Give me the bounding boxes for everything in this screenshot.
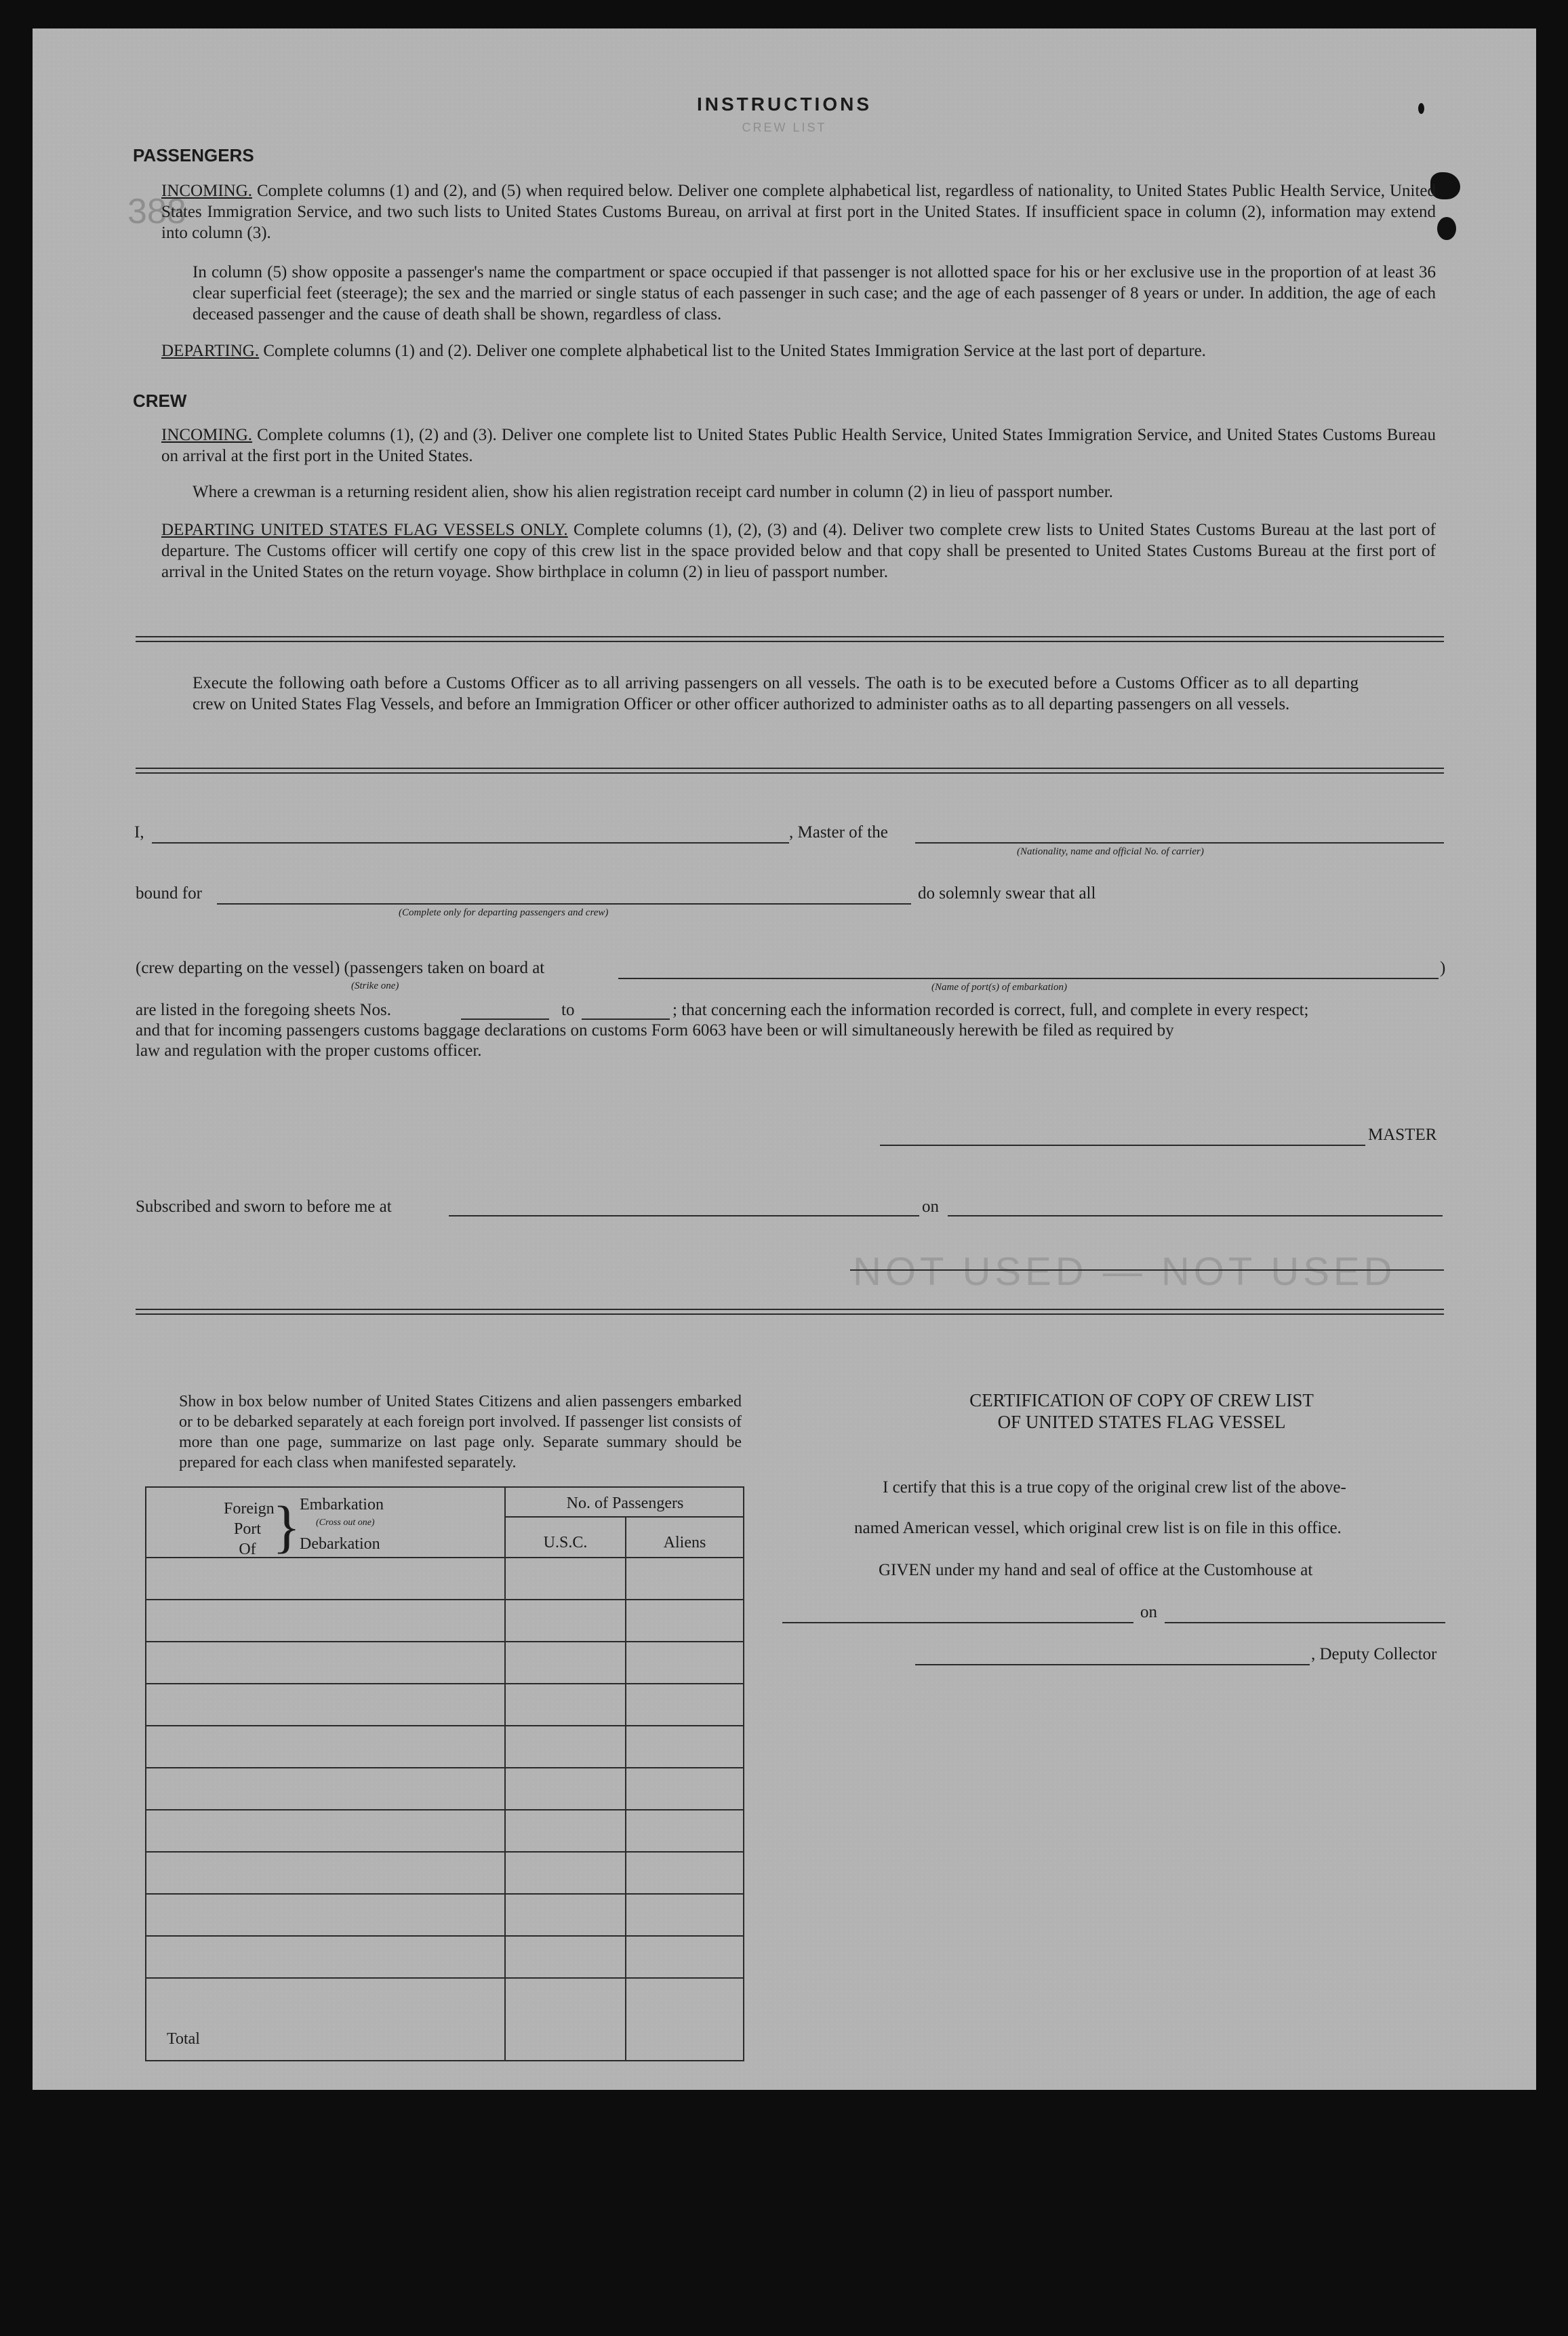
crew-departing-paragraph — [161, 519, 1436, 582]
table-row-divider — [145, 1851, 743, 1853]
certification-text-3: GIVEN under my hand and seal of office at the Customhouse at — [879, 1561, 1313, 1579]
passengers-departing-text: Complete columns (1) and (2). Deliver one complete alphabetical list to the United States Immigration Service at the last port of departure. — [263, 342, 1206, 360]
table-col-divider — [504, 1486, 506, 2060]
customhouse-field[interactable] — [782, 1622, 1133, 1623]
header-debarkation: Debarkation — [300, 1535, 380, 1553]
header-embarkation: Embarkation — [300, 1496, 384, 1513]
crew-incoming-paragraph — [161, 424, 1436, 467]
bound-for-label: bound for — [136, 884, 202, 903]
table-row-divider — [145, 1725, 743, 1726]
table-row-divider — [145, 1977, 743, 1979]
master-signature-field[interactable] — [880, 1145, 1365, 1146]
table-row-divider — [145, 1935, 743, 1937]
ports-note: (Name of port(s) of embarkation) — [931, 982, 1067, 993]
listed-sheets-label: are listed in the foregoing sheets Nos. — [136, 1001, 391, 1019]
header-foreign: Foreign — [224, 1500, 275, 1518]
strike-note: (Strike one) — [351, 981, 399, 991]
certification-title-2: OF UNITED STATES FLAG VESSEL — [997, 1412, 1286, 1432]
section-divider — [136, 768, 1444, 774]
brace-icon: } — [273, 1494, 301, 1559]
deputy-collector-label: , Deputy Collector — [1311, 1645, 1437, 1663]
bound-for-field[interactable] — [217, 903, 911, 905]
listed-baggage-label: and that for incoming passengers customs baggage declarations on customs Form 6063 have been or will simultaneously herewith be filed as required by — [136, 1021, 1174, 1040]
sheet-from-field[interactable] — [461, 1018, 549, 1020]
margin-number: 388 — [127, 192, 186, 231]
master-label: MASTER — [1368, 1126, 1437, 1144]
section-divider — [136, 636, 1444, 642]
table-row-divider — [145, 1809, 743, 1810]
master-name-field[interactable] — [152, 842, 789, 844]
table-row-divider — [145, 1767, 743, 1768]
oath-instruction: Execute the following oath before a Customs Officer as to all arriving passengers on all vessels. The oath is to be executed before a Customs Officer as to all departing crew on United States Flag Vessels, and before an Immigration Officer or other officer authorized to administer oaths as to all departing passengers on all vessels. — [193, 674, 1359, 713]
listed-correct-label: ; that concerning each the information recorded is correct, full, and complete in every respect; — [672, 1001, 1309, 1019]
header-no-passengers: No. of Passengers — [566, 1494, 684, 1512]
carrier-field[interactable] — [915, 842, 1444, 844]
sheet-to-field[interactable] — [582, 1018, 670, 1020]
passengers-departing-lead: DEPARTING. — [161, 342, 260, 360]
summary-instruction: Show in box below number of United States Citizens and alien passengers embarked or to be debarked separately at each foreign port involved. If passenger list consists of more than one page, summarize on last page only. Separate summary should be prepared for each class when manifested separately. — [179, 1393, 742, 1471]
passengers-departing-paragraph — [161, 340, 1436, 361]
summary-total-label: Total — [167, 2030, 200, 2048]
table-row-divider — [145, 1683, 743, 1684]
crew-incoming-lead: INCOMING. — [161, 426, 253, 444]
ports-field[interactable] — [618, 978, 1439, 979]
listed-regulation-label: law and regulation with the proper customs officer. — [136, 1042, 482, 1060]
passengers-heading: PASSENGERS — [133, 145, 254, 165]
header-usc: U.S.C. — [543, 1534, 588, 1551]
certification-date-field[interactable] — [1165, 1622, 1445, 1623]
passengers-incoming-text: Complete columns (1) and (2), and (5) when required below. Deliver one complete alphabetical list, regardless of nationality, to United States Public Health Service, United States Immigration Service, and two such lists to United States Customs Bureau, on arrival at first port in the United States. If insufficient space in column (2), information may extend into column (3). — [161, 182, 1436, 242]
header-aliens: Aliens — [663, 1534, 706, 1551]
table-row-divider — [145, 1599, 743, 1600]
passenger-summary-table — [145, 1486, 744, 2061]
crew-departing-label: (crew departing on the vessel) (passengers taken on board at — [136, 959, 545, 977]
passengers-incoming-lead: INCOMING. — [161, 182, 253, 200]
passengers-column5-paragraph: In column (5) show opposite a passenger's name the compartment or space occupied if that passenger is not allotted space for his or her exclusive use in the proportion of at least 36 clear superficial feet (steerage); the sex and the married or single status of each passenger in such case; and the age of each passenger of 8 years or under. In addition, the age of each deceased passenger and the cause of death shall be shown, regardless of class. — [193, 263, 1436, 323]
certification-text-1: I certify that this is a true copy of the original crew list of the above- — [883, 1478, 1346, 1497]
sworn-place-field[interactable] — [449, 1215, 919, 1216]
section-divider — [136, 1309, 1444, 1315]
crew-incoming-text: Complete columns (1), (2) and (3). Deliver one complete list to United States Public Health Service, United States Immigration Service, and United States Customs Bureau on arrival at the first port in the United States. — [161, 426, 1436, 465]
header-port: Port — [233, 1520, 261, 1538]
passengers-incoming-paragraph — [161, 180, 1436, 243]
certification-on-label: on — [1140, 1603, 1157, 1621]
page-title: INSTRUCTIONS — [697, 94, 872, 115]
subscribed-label: Subscribed and sworn to before me at — [136, 1197, 392, 1216]
deputy-signature-field[interactable] — [915, 1664, 1310, 1665]
table-row-divider — [145, 1893, 743, 1895]
carrier-note: (Nationality, name and official No. of carrier) — [1017, 846, 1204, 857]
ink-blot — [1437, 217, 1456, 240]
crew-departing-lead: DEPARTING UNITED STATES FLAG VESSELS ONLY. — [161, 521, 568, 539]
swear-label: do solemnly swear that all — [918, 884, 1096, 903]
sworn-date-field[interactable] — [948, 1215, 1443, 1216]
header-foreign-port-of — [224, 1499, 275, 1560]
crew-heading: CREW — [133, 391, 187, 411]
table-row-divider — [145, 1641, 743, 1642]
sworn-on-label: on — [922, 1197, 939, 1216]
header-of: Of — [239, 1541, 256, 1558]
page-subtitle: CREW LIST — [742, 121, 827, 134]
crew-resident-paragraph: Where a crewman is a returning resident alien, show his alien registration receipt card number in column (2) in lieu of passport number. — [193, 483, 1113, 501]
header-cross-out: (Cross out one) — [316, 1518, 375, 1528]
officer-signature-field[interactable] — [850, 1269, 1444, 1271]
close-paren: ) — [1440, 959, 1446, 977]
certification-text-2: named American vessel, which original crew list is on file in this office. — [854, 1519, 1342, 1537]
master-of-label: , Master of the — [789, 823, 888, 842]
crew-departing-text: Complete columns (1), (2), (3) and (4). Deliver two complete crew lists to United States Customs Bureau at the last port of departure. The Customs officer will certify one copy of this crew list in the space provided below and that copy shall be presented to United States Customs Bureau at the first port of arrival in the United States on the return voyage. Show birthplace in column (2) in lieu of passport number. — [161, 521, 1436, 581]
document-sheet — [33, 28, 1536, 2090]
oath-i-label: I, — [134, 823, 144, 842]
listed-to-label: to — [561, 1001, 575, 1019]
bound-for-note: (Complete only for departing passengers and crew) — [399, 907, 609, 918]
certification-title-1: CERTIFICATION OF COPY OF CREW LIST — [969, 1390, 1314, 1410]
bleed-through-stamp: NOT USED — NOT USED — [853, 1250, 1396, 1294]
table-header-divider — [504, 1516, 743, 1518]
